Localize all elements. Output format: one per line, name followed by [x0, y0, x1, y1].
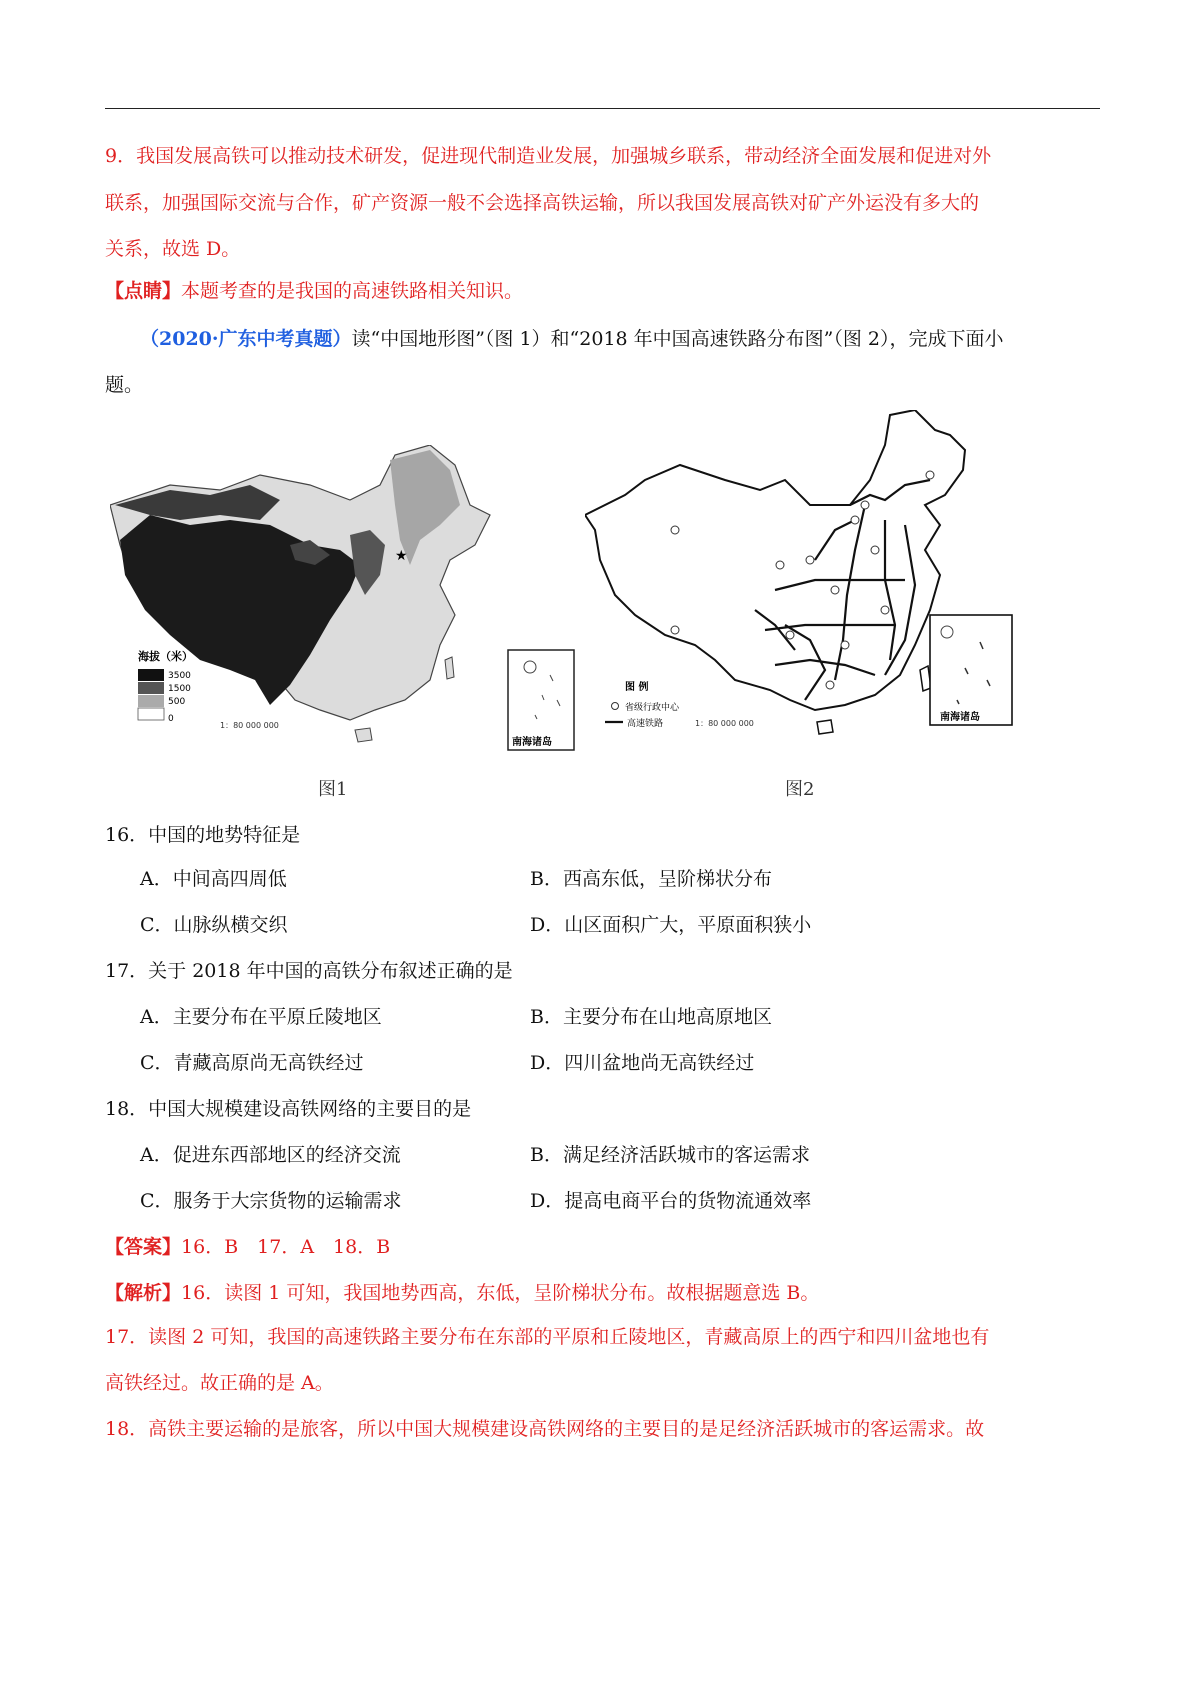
svg-text:★: ★	[395, 548, 408, 564]
fig1-scale: 1：80 000 000	[220, 721, 279, 730]
intro-line1: 读“中国地形图”（图 1）和“2018 年中国高速铁路分布图”（图 2），完成下面小	[351, 328, 1004, 350]
fig2-inset-label: 南海诸岛	[940, 712, 980, 723]
question-16-stem: 16．中国的地势特征是	[105, 824, 301, 846]
q18-option-b[interactable]: B．满足经济活跃城市的客运需求	[530, 1144, 810, 1166]
answer-text: 16．B 17．A 18．B	[181, 1236, 391, 1258]
terrain-map-figure	[110, 445, 580, 765]
capital-marker-icon	[612, 703, 619, 710]
q17-option-c[interactable]: C．青藏高原尚无高铁经过	[140, 1052, 364, 1074]
analysis-18-line1: 18．高铁主要运输的是旅客，所以中国大规模建设高铁网络的主要目的是足经济活跃城市的客运需求。故	[105, 1418, 985, 1440]
question-17-stem: 17．关于 2018 年中国的高铁分布叙述正确的是	[105, 960, 513, 982]
fig2-legend-item: 省级行政中心	[625, 703, 680, 713]
analysis-tag: 【解析】	[105, 1282, 182, 1304]
q17-option-a[interactable]: A．主要分布在平原丘陵地区	[140, 1006, 382, 1028]
intro-line2: 题。	[105, 374, 144, 396]
dianjing-tag: 【点睛】	[105, 280, 182, 302]
q16-option-b[interactable]: B．西高东低，呈阶梯状分布	[530, 868, 772, 890]
analysis-16	[105, 1278, 819, 1305]
dianjing-text: 本题考查的是我国的高速铁路相关知识。	[181, 280, 524, 302]
analysis-17-line2: 高铁经过。故正确的是 A。	[105, 1372, 334, 1394]
q17-option-b[interactable]: B．主要分布在山地高原地区	[530, 1006, 772, 1028]
fig1-legend-value: 500	[168, 697, 186, 707]
fig1-caption: 图1	[318, 779, 348, 800]
q16-option-c[interactable]: C．山脉纵横交织	[140, 914, 288, 936]
explanation-9-line3: 关系，故选 D。	[105, 238, 241, 260]
fig1-legend-title: 海拔（米）	[138, 650, 193, 663]
fig2-legend-title: 图 例	[625, 682, 649, 693]
q16-option-d[interactable]: D．山区面积广大，平原面积狭小	[530, 914, 812, 936]
railway-map-figure	[585, 410, 1070, 745]
question-intro	[140, 326, 1100, 352]
answer-line	[105, 1232, 390, 1259]
header-rule	[105, 108, 1100, 109]
source-tag: （2020·广东中考真题）	[140, 328, 352, 350]
q16-option-a[interactable]: A．中间高四周低	[140, 868, 287, 890]
explanation-9-line1: 9．我国发展高铁可以推动技术研发，促进现代制造业发展，加强城乡联系，带动经济全面发展和促进对外	[105, 145, 992, 167]
q18-option-c[interactable]: C．服务于大宗货物的运输需求	[140, 1190, 402, 1212]
fig1-legend-value: 1500	[168, 684, 191, 694]
fig1-legend-value: 3500	[168, 671, 191, 681]
analysis-17-line1: 17．读图 2 可知，我国的高速铁路主要分布在东部的平原和丘陵地区，青藏高原上的西宁和四川盆地也有	[105, 1326, 990, 1348]
q18-option-d[interactable]: D．提高电商平台的货物流通效率	[530, 1190, 812, 1212]
analysis-16-text: 16．读图 1 可知，我国地势西高，东低，呈阶梯状分布。故根据题意选 B。	[181, 1282, 820, 1304]
fig1-legend-value: 0	[168, 714, 174, 724]
dianjing-paragraph	[105, 278, 1100, 304]
fig2-legend-item: 高速铁路	[627, 719, 664, 729]
fig2-scale: 1：80 000 000	[695, 719, 754, 728]
answer-tag: 【答案】	[105, 1236, 182, 1258]
question-18-stem: 18．中国大规模建设高铁网络的主要目的是	[105, 1098, 472, 1120]
explanation-9-line2: 联系，加强国际交流与合作，矿产资源一般不会选择高铁运输，所以我国发展高铁对矿产外运没有多大的	[105, 192, 980, 214]
q17-option-d[interactable]: D．四川盆地尚无高铁经过	[530, 1052, 755, 1074]
fig2-caption: 图2	[785, 779, 815, 800]
q18-option-a[interactable]: A．促进东西部地区的经济交流	[140, 1144, 401, 1166]
fig1-inset-label: 南海诸岛	[512, 737, 552, 748]
